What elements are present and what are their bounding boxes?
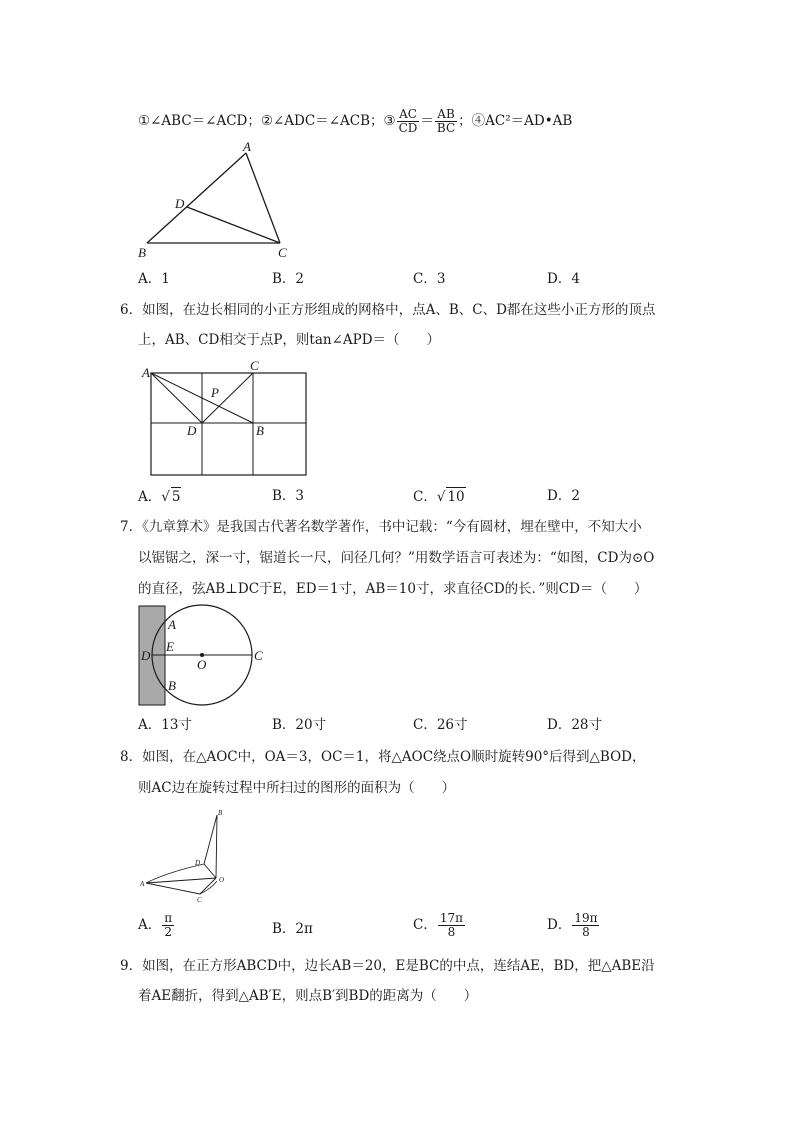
q8-label-b: B — [218, 809, 223, 817]
q7-option-a[interactable]: A．13寸 — [138, 717, 192, 733]
q6-label-d: D — [187, 423, 197, 438]
q7-label-a: A — [168, 617, 176, 632]
q6-option-a-radicand: 5 — [171, 489, 181, 505]
q6-label-b: B — [256, 423, 264, 438]
q7-stem-line3: 的直径，弦AB⊥DC于E，ED＝1寸，AB＝10寸，求直径CD的长．”则CD＝（ ） — [138, 581, 648, 597]
q5-statements: ①∠ABC＝∠ACD；②∠ADC＝∠ACB；③ $\frac{AC}{CD}$ ＝ $\frac{AB}{BC}$ ；④AC²＝AD•AB — [138, 107, 573, 135]
q7-stem-line1: 7．《九章算术》是我国古代著名数学著作，书中记载：“今有圆材，埋在壁中，不知大小 — [120, 519, 642, 535]
q5-label-b: B — [138, 245, 146, 260]
q7-label-d: D — [141, 648, 151, 663]
q8-option-c[interactable]: C． $\frac{17\pi}{8}$ — [413, 911, 463, 939]
q5-label-d: D — [175, 196, 185, 211]
q6-label-a: A — [142, 365, 150, 380]
q6-option-d[interactable]: D．2 — [547, 488, 580, 504]
q5-option-d[interactable]: D．4 — [547, 271, 580, 287]
q6-stem-line1: 6．如图，在边长相同的小正方形组成的网格中，点A、B、C、D都在这些小正方形的顶点 — [120, 302, 656, 318]
q5-statements-a: ①∠ABC＝∠ACD；②∠ADC＝∠ACB；③ — [138, 113, 396, 129]
q5-label-a: A — [243, 139, 251, 154]
q8-option-d[interactable]: D． $\frac{19\pi}{8}$ — [547, 911, 598, 939]
q8-label-c: C — [197, 896, 202, 904]
q6-option-b[interactable]: B．3 — [272, 488, 305, 504]
q8-label-a: A — [140, 880, 145, 888]
q7-option-b[interactable]: B．20寸 — [272, 717, 327, 733]
q7-label-b: B — [168, 678, 176, 693]
q6-stem-line2: 上，AB、CD相交于点P，则tan∠APD＝（ ） — [138, 332, 441, 348]
q5-option-c[interactable]: C．3 — [413, 271, 446, 287]
q5-label-c: C — [278, 245, 287, 260]
q8-stem-line2: 则AC边在旋转过程中所扫过的图形的面积为（ ） — [138, 780, 456, 796]
q7-circle-figure — [130, 602, 275, 712]
q5-triangle-figure — [135, 140, 305, 265]
q8-stem-line1: 8．如图，在△AOC中，OA＝3，OC＝1，将△AOC绕点O顺时旋转90°后得到△BOD， — [120, 749, 646, 765]
q6-label-c: C — [250, 358, 259, 373]
q5-fraction-ab-bc: $\frac{AB}{BC}$ — [436, 107, 456, 135]
q8-label-d: D — [195, 859, 201, 867]
q6-option-c[interactable]: C．√ 10 — [413, 489, 465, 505]
q7-stem-line2: 以锯锯之，深一寸，锯道长一尺，问径几何？”用数学语言可表述为：“如图，CD为⊙O — [138, 550, 655, 566]
q7-label-e: E — [166, 639, 174, 654]
q7-label-c: C — [254, 648, 263, 663]
q5-option-a[interactable]: A．1 — [138, 271, 170, 287]
q5-option-b[interactable]: B．2 — [272, 271, 305, 287]
q6-label-p: P — [211, 385, 219, 400]
q8-label-o: O — [219, 876, 225, 884]
q7-option-d[interactable]: D．28寸 — [547, 717, 603, 733]
q9-stem-line2: 着AE翻折，得到△AB′E，则点B′到BD的距离为（ ） — [138, 988, 478, 1004]
q5-statements-b: ；④AC²＝AD•AB — [458, 113, 573, 129]
q8-option-b[interactable]: B．2π — [272, 921, 313, 937]
q6-option-c-radicand: 10 — [447, 489, 465, 505]
q7-option-c[interactable]: C．26寸 — [413, 717, 468, 733]
q8-rotation-figure — [138, 808, 233, 908]
q7-label-o: O — [197, 657, 207, 672]
q6-grid-figure — [138, 357, 313, 479]
q9-stem-line1: 9．如图，在正方形ABCD中，边长AB＝20，E是BC的中点，连结AE，BD，把△ABE沿 — [120, 958, 655, 974]
q6-option-a[interactable]: A．√ 5 — [138, 489, 181, 505]
q8-option-a[interactable]: A． $\frac{\pi}{2}$ — [138, 911, 173, 939]
q5-fraction-ac-cd: $\frac{AC}{CD}$ — [398, 107, 418, 135]
